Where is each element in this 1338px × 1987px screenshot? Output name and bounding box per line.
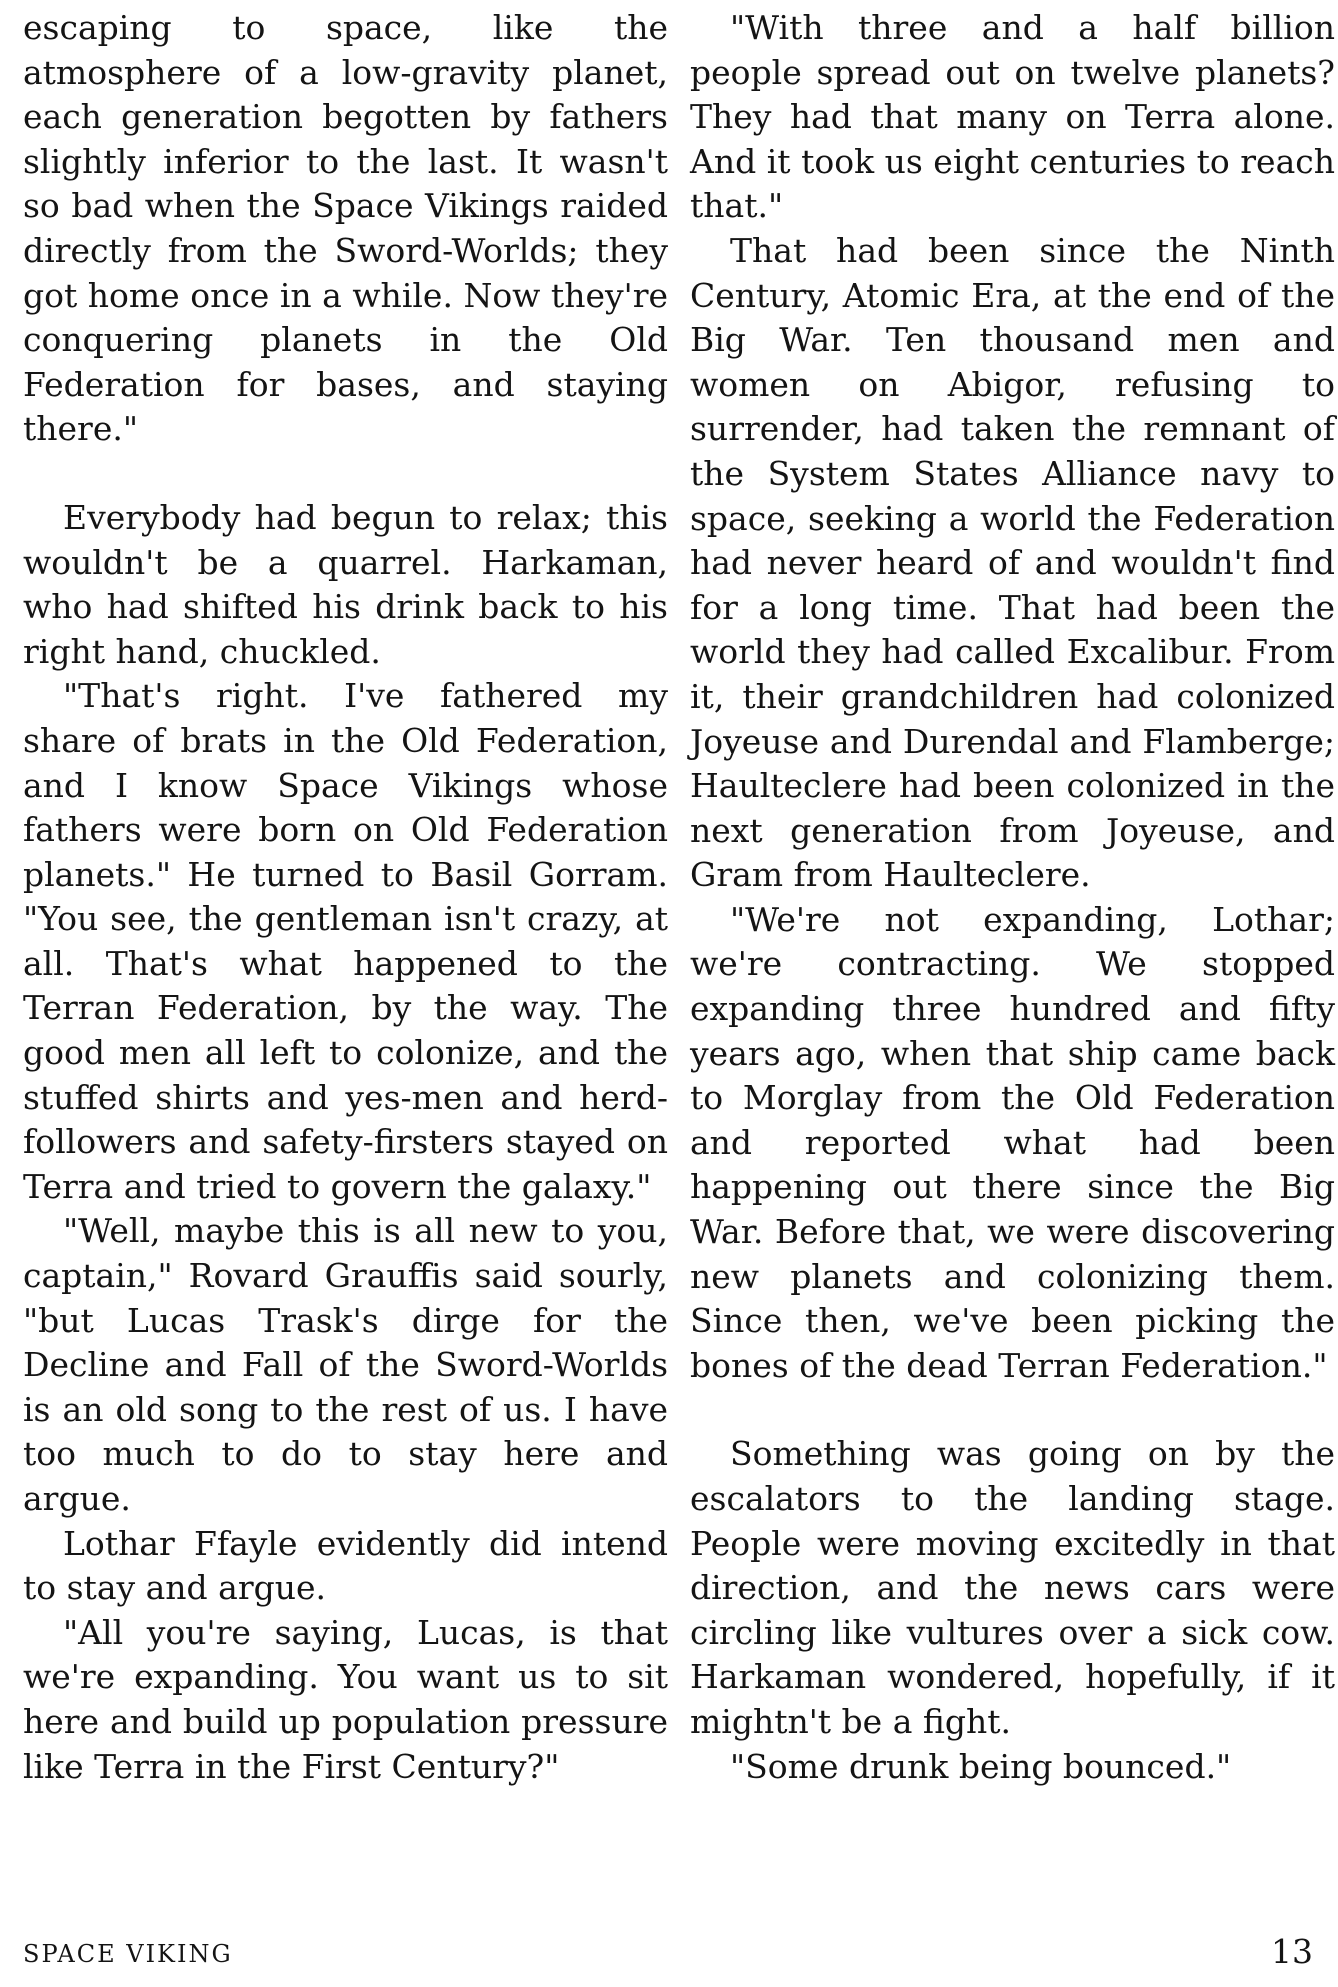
right-column xyxy=(690,6,1335,1789)
paragraph-continued: escaping to space, like the atmosphere of a low-gravity planet, each generation begotten by fathers slightly inferior to the last. It wasn't so bad when the Space Vikings raided directly from the Sword-Worlds; they got home once in a while. Now they're conquering planets in the Old Federation for bases, and staying there." xyxy=(23,8,668,449)
paragraph: "Well, maybe this is all new to you, captain," Rovard Grauffis said sourly, "but Lucas Trask's dirge for the Decline and Fall of the Sword-Worlds is an old song to the rest of us. I have too much to do to stay here and argue. xyxy=(23,1211,668,1518)
paragraph: That had been since the Ninth Century, Atomic Era, at the end of the Big War. Ten thousand men and women on Abigor, refusing to surrender, had taken the remnant of the System States Alliance navy to space, seeking a world the Federation had never heard of and wouldn't find for a long time. That had been the world they had called Excalibur. From it, their grandchildren had colonized Joyeuse and Durendal and Flamberge; Haulteclere had been colonized in the next generation from Joyeuse, and Gram from Haulteclere. xyxy=(690,230,1335,895)
paragraph: "That's right. I've fathered my share of brats in the Old Federation, and I know Space Vikings whose fathers were born on Old Federation planets." He turned to Basil Gorram. "You see, the gentleman isn't crazy, at all. That's what happened to the Terran Federation, by the way. The good men all left to colonize, and the stuffed shirts and yes-men and herd-followers and safety-firsters stayed on Terra and tried to govern the galaxy." xyxy=(23,676,668,1206)
paragraph: "Some drunk being bounced." xyxy=(730,1746,1232,1786)
paragraph: Lothar Ffayle evidently did intend to stay and argue. xyxy=(23,1523,668,1608)
paragraph: "We're not expanding, Lothar; we're contracting. We stopped expanding three hundred and fifty years ago, when that ship came back to Morglay from the Old Federation and reported what had been happening out there since the Big War. Before that, we were discovering new planets and colonizing them. Since then, we've been picking the bones of the dead Terran Federation." xyxy=(690,899,1335,1385)
paragraph: "All you're saying, Lucas, is that we're expanding. You want us to sit here and build up population pressure like Terra in the First Century?" xyxy=(23,1612,668,1786)
left-column xyxy=(23,6,668,1789)
paragraph: Something was going on by the escalators to the landing stage. People were moving excitedly in that direction, and the news cars were circling like vultures over a sick cow. Harkaman wondered, hopefully, if it mightn't be a fight. xyxy=(690,1434,1335,1741)
paragraph: Everybody had begun to relax; this wouldn't be a quarrel. Harkaman, who had shifted his drink back to his right hand, chuckled. xyxy=(23,497,668,671)
running-title: SPACE VIKING xyxy=(23,1940,233,1968)
paragraph: "With three and a half billion people spread out on twelve planets? They had that many on Terra alone. And it took us eight centuries to reach that." xyxy=(690,8,1335,226)
page-footer xyxy=(23,1932,1313,1972)
page-number: 13 xyxy=(1271,1932,1313,1971)
